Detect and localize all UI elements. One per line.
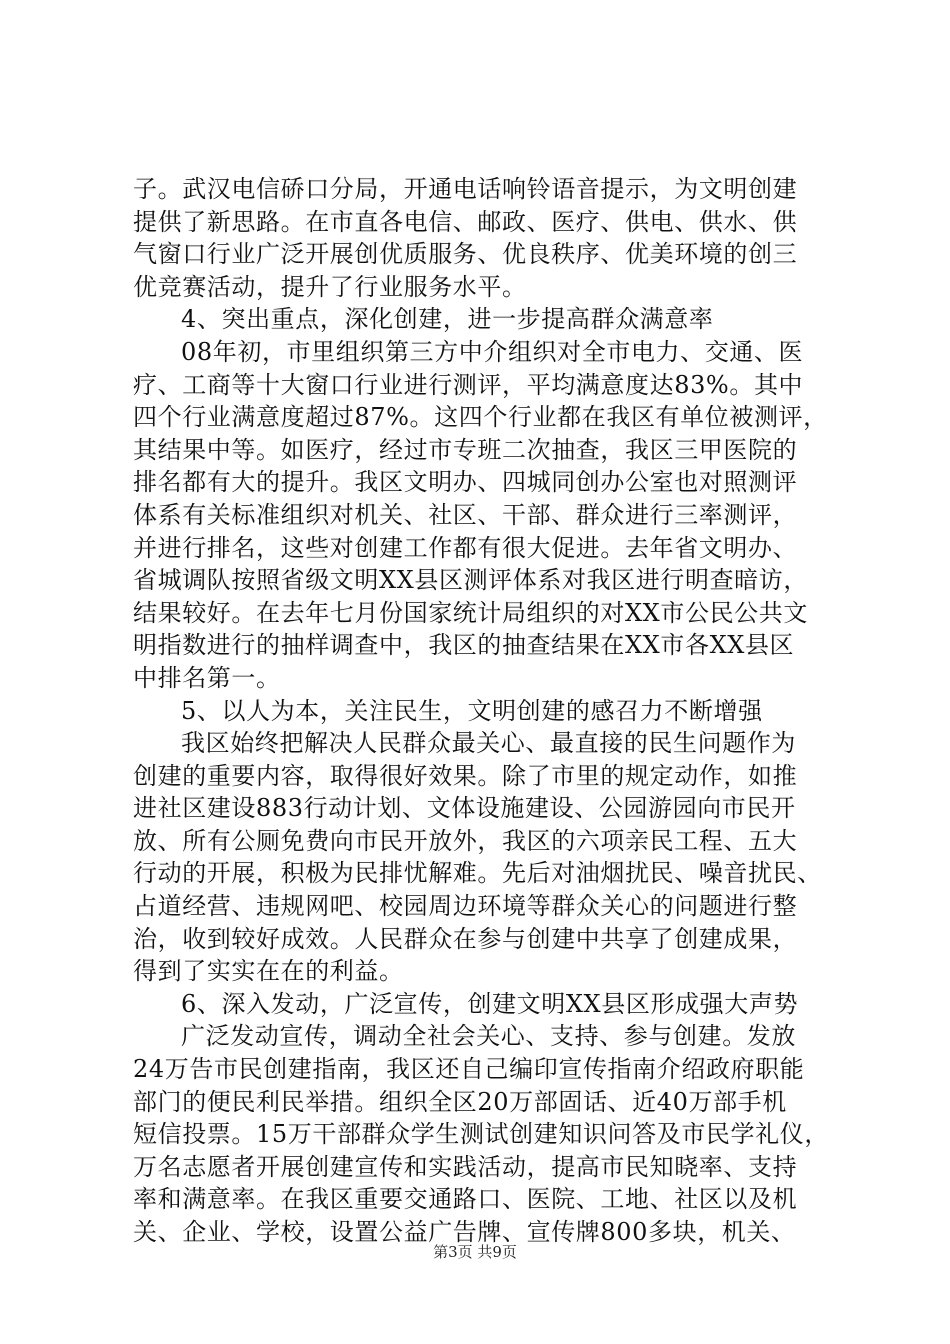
- text-line: 提供了新思路。在市直各电信、邮政、医疗、供电、供水、供: [133, 207, 798, 236]
- text-line: 疗、工商等十大窗口行业进行测评，平均满意度达83%。其中: [133, 370, 804, 399]
- text-line: 占道经营、违规网吧、校园周边环境等群众关心的问题进行整: [133, 892, 798, 921]
- text-line: 排名都有大的提升。我区文明办、四城同创办公室也对照测评: [133, 468, 798, 497]
- document-body: [133, 173, 833, 1249]
- text-line: 率和满意率。在我区重要交通路口、医院、工地、社区以及机: [133, 1185, 798, 1214]
- text-line: 中排名第一。: [133, 663, 281, 692]
- text-line: 其结果中等。如医疗，经过市专班二次抽查，我区三甲医院的: [133, 435, 798, 464]
- section-heading: 5、以人为本，关注民生，文明创建的感召力不断增强: [181, 696, 763, 725]
- page-number-footer: 第3页 共9页: [433, 1243, 517, 1261]
- text-line: 08年初，市里组织第三方中介组织对全市电力、交通、医: [181, 337, 804, 366]
- text-line: 治，收到较好成效。人民群众在参与创建中共享了创建成果，: [133, 924, 798, 953]
- text-line: 进社区建设883行动计划、文体设施建设、公园游园向市民开: [133, 794, 796, 823]
- text-line: 行动的开展，积极为民排忧解难。先后对油烟扰民、噪音扰民、: [133, 859, 822, 888]
- text-line: 短信投票。15万干部群众学生测试创建知识问答及市民学礼仪，: [133, 1120, 829, 1149]
- text-line: 部门的便民利民举措。组织全区20万部固话、近40万部手机: [133, 1087, 787, 1116]
- text-line: 气窗口行业广泛开展创优质服务、优良秩序、优美环境的创三: [133, 240, 798, 269]
- text-line: 四个行业满意度超过87%。这四个行业都在我区有单位被测评，: [133, 403, 828, 432]
- text-line: 放、所有公厕免费向市民开放外，我区的六项亲民工程、五大: [133, 826, 798, 855]
- text-line: 关、企业、学校，设置公益广告牌、宣传牌800多块，机关、: [133, 1218, 796, 1246]
- section-heading: 4、突出重点，深化创建，进一步提高群众满意率: [181, 305, 714, 334]
- text-line: 明指数进行的抽样调查中，我区的抽查结果在XX市各XX县区: [133, 631, 795, 660]
- text-line: 24万告市民创建指南，我区还自己编印宣传指南介绍政府职能: [133, 1055, 805, 1084]
- text-line: 得到了实实在在的利益。: [133, 957, 404, 986]
- text-line: 创建的重要内容，取得很好效果。除了市里的规定动作，如推: [133, 761, 798, 790]
- section-heading: 6、深入发动，广泛宣传，创建文明XX县区形成强大声势: [181, 989, 799, 1018]
- text-line: 并进行排名，这些对创建工作都有很大促进。去年省文明办、: [133, 533, 798, 562]
- text-line: 广泛发动宣传，调动全社会关心、支持、参与创建。发放: [181, 1022, 796, 1051]
- text-line: 结果较好。在去年七月份国家统计局组织的对XX市公民公共文: [133, 598, 808, 627]
- text-line: 子。武汉电信硚口分局，开通电话响铃语音提示，为文明创建: [133, 175, 798, 203]
- text-line: 省城调队按照省级文明XX县区测评体系对我区进行明查暗访，: [133, 566, 808, 595]
- text-line: 体系有关标准组织对机关、社区、干部、群众进行三率测评，: [133, 500, 798, 529]
- text-line: 我区始终把解决人民群众最关心、最直接的民生问题作为: [181, 729, 796, 758]
- text-line: 万名志愿者开展创建宣传和实践活动，提高市民知晓率、支持: [133, 1152, 798, 1181]
- text-line: 优竞赛活动，提升了行业服务水平。: [133, 272, 527, 301]
